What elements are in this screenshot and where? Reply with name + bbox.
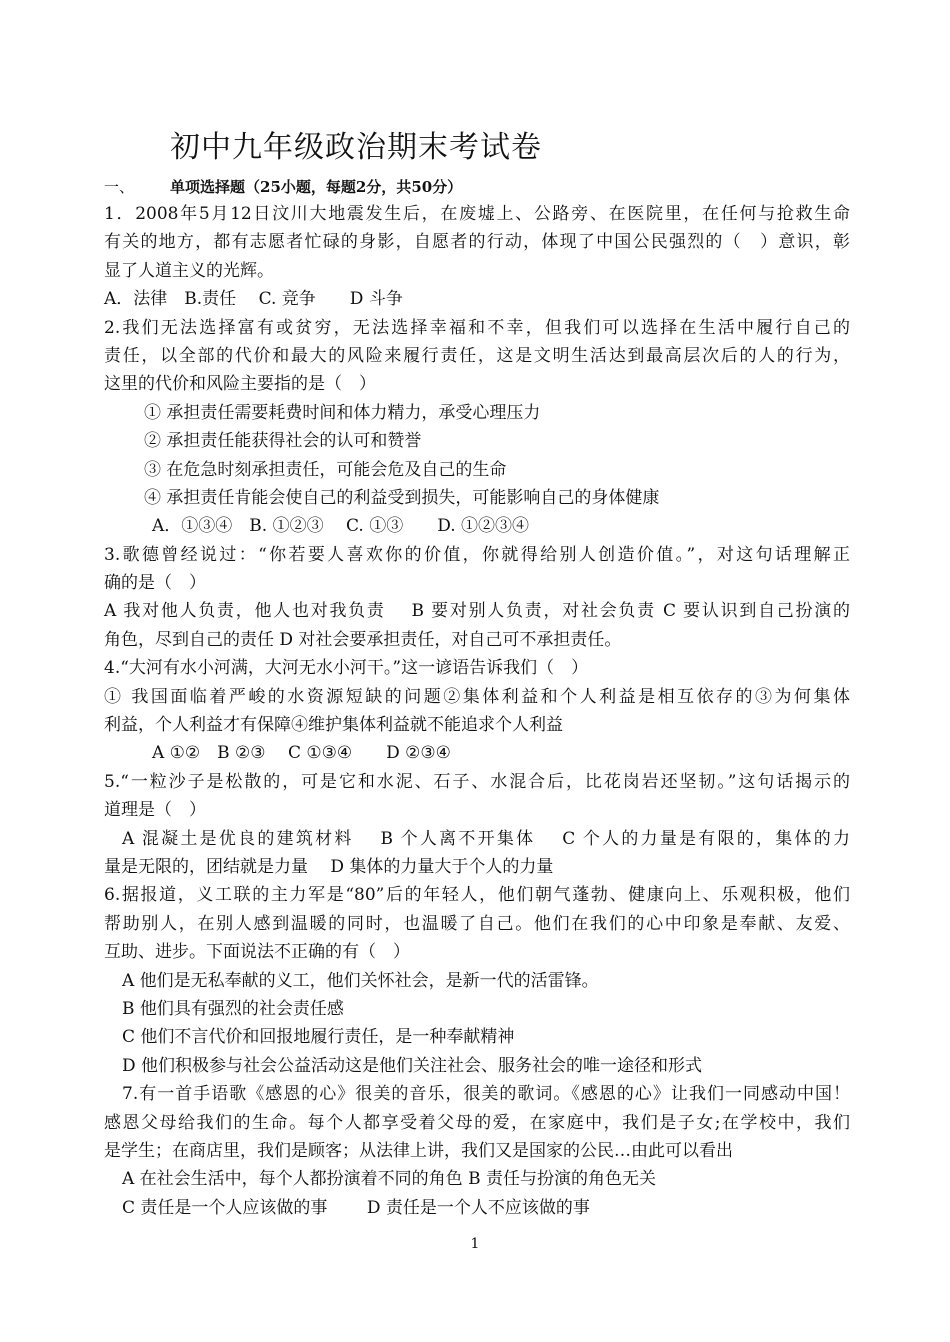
option-line: C 他们不言代价和回报地履行责任，是一种奉献精神: [122, 1027, 515, 1048]
list-item: ③ 在危急时刻承担责任，可能会危及自己的生命: [144, 459, 507, 480]
text-line: 7.有一首手语歌《感恩的心》很美的音乐，很美的歌词。《感恩的心》让我们一同感动中国！: [122, 1084, 850, 1105]
option-line: 量是无限的，团结就是力量 D 集体的力量大于个人的力量: [104, 856, 554, 877]
text-line: 有关的地方，都有志愿者忙碌的身影，自愿者的行动，体现了中国公民强烈的（ ）意识，彰: [104, 232, 850, 253]
list-item: ④ 承担责任肯能会使自己的利益受到损失，可能影响自己的身体健康: [144, 487, 660, 508]
text-line: 是学生；在商店里，我们是顾客；从法律上讲，我们又是国家的公民…由此可以看出: [104, 1140, 733, 1161]
section-text: 单项选择题（25小题，每题2分，共50分）: [170, 178, 463, 196]
option-line: D 他们积极参与社会公益活动这是他们关注社会、服务社会的唯一途径和形式: [122, 1055, 703, 1076]
text-line: 1．2008年5月12日汶川大地震发生后，在废墟上、公路旁、在医院里，在任何与抢救生命: [104, 204, 850, 224]
text-line: 角色，尽到自己的责任 D 对社会要承担责任，对自己可不承担责任。: [104, 629, 622, 650]
text-line: 帮助别人，在别人感到温暖的同时，也温暖了自己。他们在我们的心中印象是奉献、友爱、: [104, 913, 850, 934]
option-line: C 责任是一个人应该做的事 D 责任是一个人不应该做的事: [122, 1197, 590, 1218]
list-item: ② 承担责任能获得社会的认可和赞誉: [144, 431, 422, 452]
text-line: 这里的代价和风险主要指的是（ ）: [104, 374, 376, 395]
option-line: A 混凝土是优良的建筑材料 B 个人离不开集体 C 个人的力量是有限的，集体的力: [122, 828, 850, 849]
option-line: A ①② B ②③ C ①③④ D ②③④: [152, 743, 451, 764]
text-line: 互助、进步。下面说法不正确的有（ ）: [104, 942, 410, 963]
question-body: [104, 200, 850, 1222]
page-number: 1: [470, 1236, 480, 1252]
page-title: 初中九年级政治期末考试卷: [170, 130, 542, 165]
text-line: 显了人道主义的光辉。: [104, 260, 274, 281]
option-line: A 在社会生活中，每个人都扮演着不同的角色 B 责任与扮演的角色无关: [122, 1169, 656, 1190]
text-line: 道理是（ ）: [104, 800, 206, 821]
text-line: 感恩父母给我们的生命。每个人都享受着父母的爱，在家庭中，我们是子女;在学校中，我们: [104, 1112, 850, 1133]
option-line: A．法律 B.责任 C. 竞争 D 斗争: [104, 289, 403, 310]
text-line: 利益，个人利益才有保障④维护集体利益就不能追求个人利益: [104, 715, 563, 736]
text-line: 3.歌德曾经说过：“你若要人喜欢你的价值，你就得给别人创造价值。”，对这句话理解正: [104, 544, 850, 565]
section-number: 一、: [104, 178, 135, 196]
option-line: A．①③④ B. ①②③ C. ①③ D. ①②③④: [152, 516, 530, 537]
text-line: 4.“大河有水小河满，大河无水小河干。”这一谚语告诉我们（ ）: [104, 658, 589, 679]
option-line: B 他们具有强烈的社会责任感: [122, 998, 344, 1019]
text-line: 5.“一粒沙子是松散的，可是它和水泥、石子、水混合后，比花岗岩还坚韧。”这句话揭示的: [104, 771, 850, 792]
list-item: ① 承担责任需要耗费时间和体力精力，承受心理压力: [144, 402, 541, 423]
text-line: 责任，以全部的代价和最大的风险来履行责任，这是文明生活达到最高层次后的人的行为，: [104, 345, 850, 366]
text-line: 6.据报道，义工联的主力军是“80”后的年轻人，他们朝气蓬勃、健康向上、乐观积极，他们: [104, 885, 850, 906]
option-line: A 他们是无私奉献的义工，他们关怀社会，是新一代的活雷锋。: [122, 970, 599, 991]
text-line: ① 我国面临着严峻的水资源短缺的问题②集体利益和个人利益是相互依存的③为何集体: [104, 686, 850, 707]
text-line: A 我对他人负责，他人也对我负责 B 要对别人负责，对社会负责 C 要认识到自己扮演的: [104, 601, 850, 622]
section-heading: [104, 176, 462, 197]
text-line: 确的是（ ）: [104, 573, 206, 594]
text-line: 2.我们无法选择富有或贫穷，无法选择幸福和不幸，但我们可以选择在生活中履行自己的: [104, 317, 850, 338]
